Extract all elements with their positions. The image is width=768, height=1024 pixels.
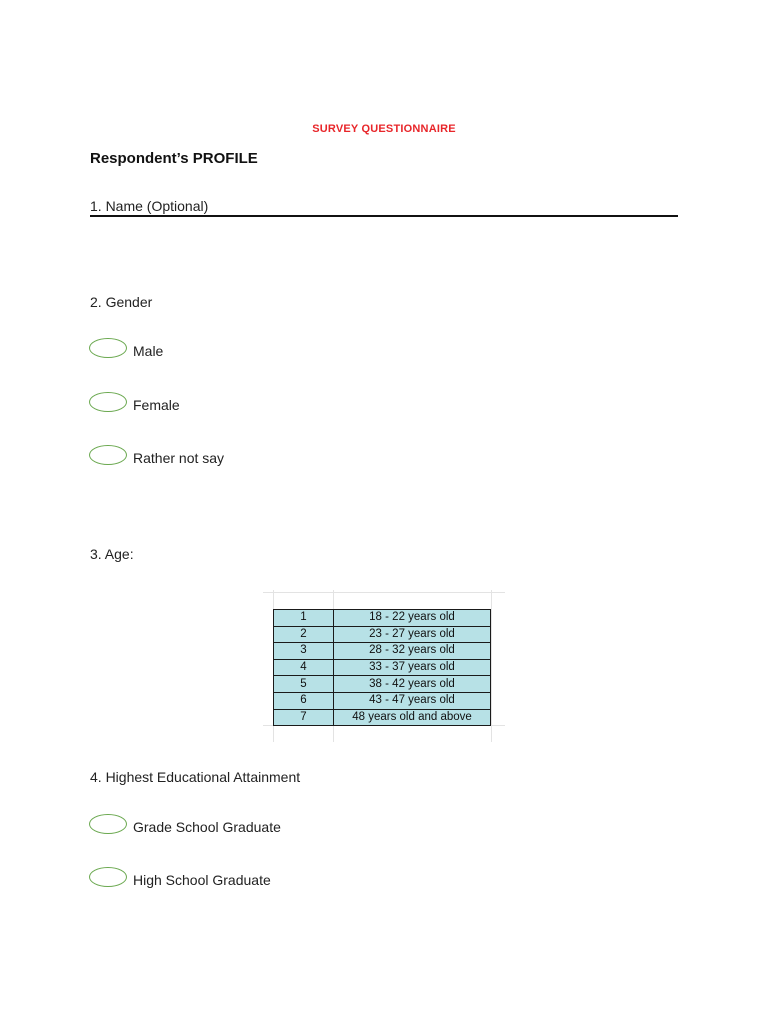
- row-number: 3: [274, 643, 334, 660]
- survey-title: SURVEY QUESTIONNAIRE: [312, 123, 456, 135]
- age-range: 33 - 37 years old: [334, 659, 491, 676]
- age-range: 43 - 47 years old: [334, 692, 491, 709]
- table-row: [274, 676, 491, 693]
- table-row: [274, 659, 491, 676]
- age-table-embed: [263, 590, 505, 742]
- question-gender-label: 2. Gender: [90, 294, 153, 310]
- age-range: 38 - 42 years old: [334, 676, 491, 693]
- option-label: Female: [133, 397, 180, 413]
- table-row: [274, 610, 491, 627]
- option-oval-icon[interactable]: [89, 338, 127, 358]
- question-name-label: 1. Name (Optional): [90, 198, 209, 214]
- gridline: [491, 590, 492, 742]
- table-row: [274, 626, 491, 643]
- option-label: High School Graduate: [133, 872, 271, 888]
- gridline: [263, 592, 505, 593]
- row-number: 7: [274, 709, 334, 726]
- option-label: Rather not say: [133, 450, 225, 466]
- option-oval-icon[interactable]: [89, 445, 127, 465]
- question-age-label: 3. Age:: [90, 546, 134, 562]
- age-range: 18 - 22 years old: [334, 610, 491, 627]
- table-row: [274, 692, 491, 709]
- row-number: 2: [274, 626, 334, 643]
- row-number: 6: [274, 692, 334, 709]
- option-label: Grade School Graduate: [133, 819, 281, 835]
- question-education-label: 4. Highest Educational Attainment: [90, 769, 301, 785]
- age-range: 28 - 32 years old: [334, 643, 491, 660]
- age-range: 48 years old and above: [334, 709, 491, 726]
- name-answer-line[interactable]: [90, 215, 678, 217]
- section-title: Respondent’s PROFILE: [90, 150, 258, 167]
- option-oval-icon[interactable]: [89, 392, 127, 412]
- table-row: [274, 709, 491, 726]
- row-number: 4: [274, 659, 334, 676]
- row-number: 5: [274, 676, 334, 693]
- option-label: Male: [133, 343, 164, 359]
- option-oval-icon[interactable]: [89, 814, 127, 834]
- option-oval-icon[interactable]: [89, 867, 127, 887]
- age-table: [273, 609, 491, 726]
- table-row: [274, 643, 491, 660]
- age-range: 23 - 27 years old: [334, 626, 491, 643]
- row-number: 1: [274, 610, 334, 627]
